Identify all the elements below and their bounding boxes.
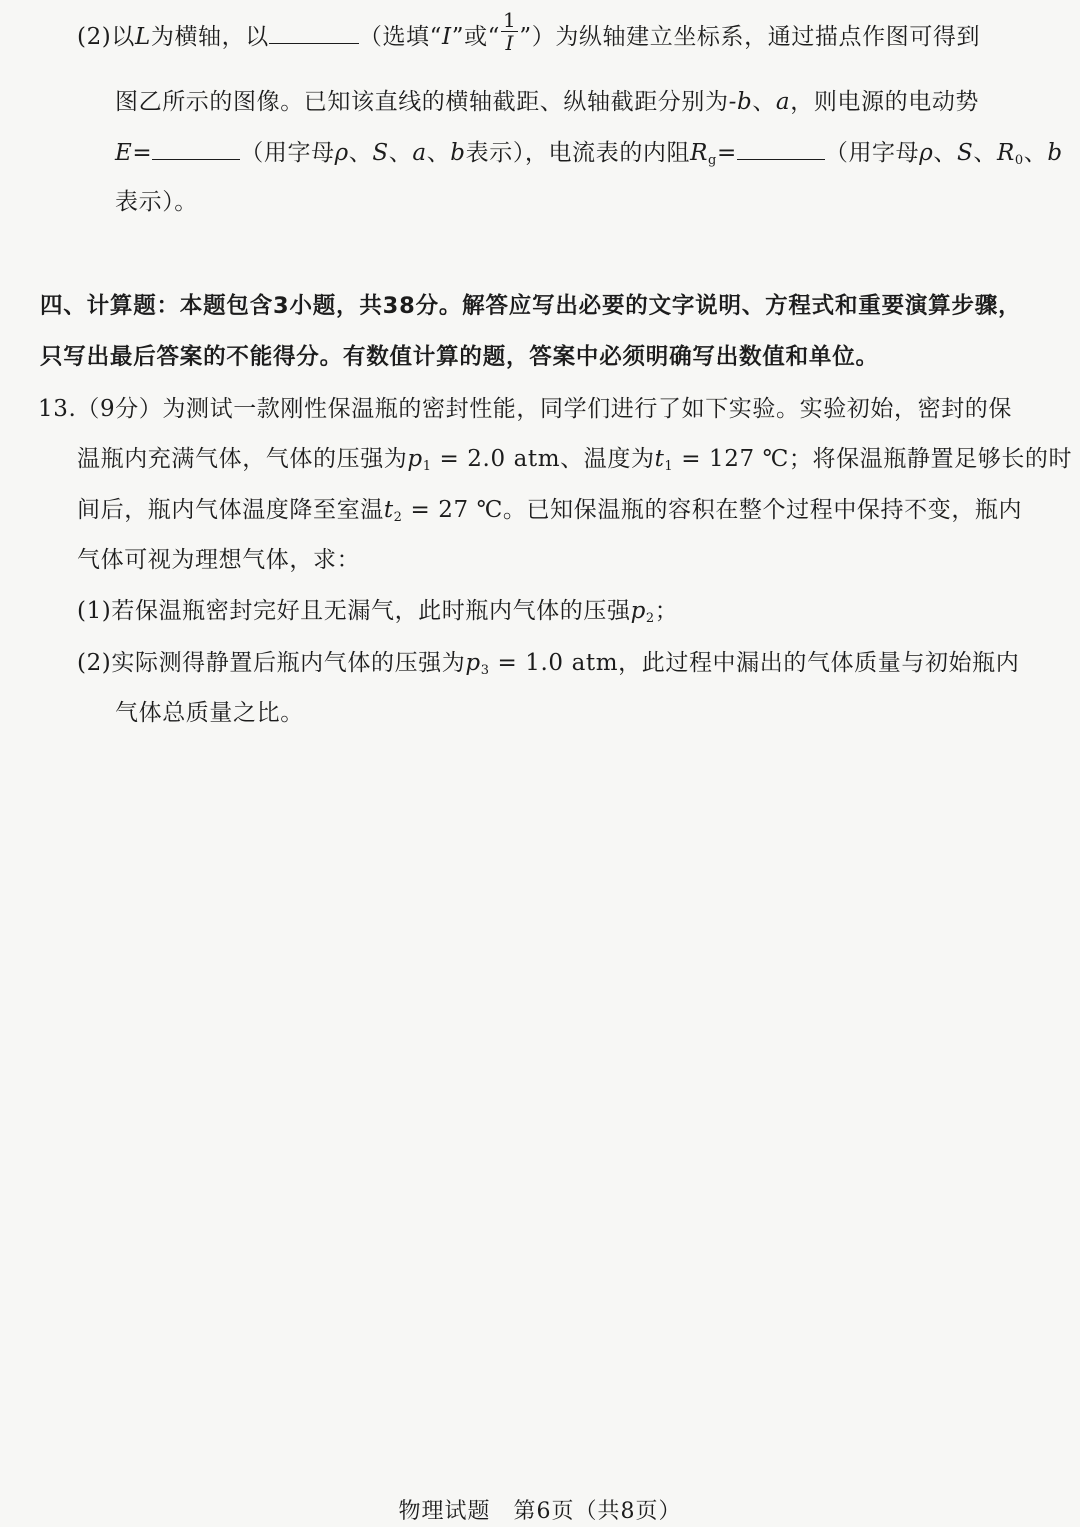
q13-subquestion-2 (77, 648, 1019, 678)
q13-line4: 气体可视为理想气体，求： (77, 547, 361, 573)
fraction-denominator: I (505, 30, 514, 55)
subscript-2: 2 (393, 510, 403, 525)
separator: 、 (388, 140, 413, 166)
variable-S: S (372, 140, 389, 166)
section4-instructions-line1: 四、计算题：本题包含3小题，共38分。解答应写出必要的文字说明、方程式和重要演算步骤， (40, 293, 1022, 319)
q13-subquestion-2-line2: 气体总质量之比。 (115, 700, 304, 726)
text-run: ； (654, 598, 679, 624)
subscript-1: 1 (664, 459, 674, 474)
q13-line2 (77, 444, 1072, 474)
variable-L: L (134, 24, 151, 50)
subscript-g: g (708, 153, 717, 168)
q13-line1: 13.（9分）为测试一款刚性保温瓶的密封性能，同学们进行了如下实验。实验初始，密封的保 (38, 396, 1013, 422)
variable-R0: R (996, 140, 1015, 166)
variable-neg-b: -b (728, 89, 753, 115)
variable-p: p (407, 446, 423, 472)
text-run: (2)以 (77, 24, 135, 50)
variable-b: b (1047, 140, 1063, 166)
q12-part2-line1 (77, 7, 981, 55)
variable-p: p (630, 598, 646, 624)
variable-t: t (383, 497, 394, 523)
separator: 、 (933, 140, 957, 166)
variable-S: S (956, 140, 974, 166)
text-run: 间后，瓶内气体温度降至室温 (77, 497, 384, 523)
variable-a: a (412, 140, 427, 166)
variable-rho: ρ (919, 140, 934, 166)
text-run: ，则电源的电动势 (790, 89, 980, 115)
separator: 、 (1023, 140, 1048, 166)
variable-I: I (442, 24, 452, 50)
text-run: ”或“ (451, 24, 501, 50)
text-run: ”）为纵轴建立坐标系，通过描点作图可得到 (519, 24, 981, 50)
text-run: 为横轴，以 (150, 24, 269, 50)
fraction-one-over-I (501, 7, 518, 55)
q12-part2-line3 (115, 137, 1063, 168)
text-run: = 127 ℃；将保温瓶静置足够长的时 (673, 446, 1073, 472)
text-run: 表示），电流表的内阻 (465, 140, 691, 166)
q12-part2-line4 (115, 187, 198, 217)
subscript-0: 0 (1014, 153, 1024, 168)
q13-subquestion-1 (77, 596, 678, 626)
variable-t: t (654, 446, 665, 472)
text-run: (2)实际测得静置后瓶内气体的压强为 (77, 650, 466, 676)
separator: 、 (426, 140, 451, 166)
separator: 、 (973, 140, 997, 166)
text-run: （用字母 (824, 140, 920, 166)
answer-blank-emf[interactable] (152, 137, 240, 160)
text-run: 图乙所示的图像。已知该直线的横轴截距、纵轴截距分别为 (115, 89, 729, 115)
text-run: 表示）。 (115, 189, 198, 215)
variable-p: p (465, 650, 481, 676)
text-run: = (716, 140, 737, 166)
q13-line3 (77, 495, 1022, 525)
text-run: = 27 ℃。已知保温瓶的容积在整个过程中保持不变，瓶内 (402, 497, 1023, 523)
variable-a: a (775, 89, 791, 115)
subscript-2: 2 (645, 611, 655, 626)
text-run: 、 (752, 89, 776, 115)
variable-b: b (450, 140, 466, 166)
text-run: = 2.0 atm、温度为 (431, 446, 655, 472)
variable-rho: ρ (334, 140, 349, 166)
fraction-numerator: 1 (503, 7, 517, 32)
text-run: （用字母 (240, 140, 335, 166)
subscript-3: 3 (480, 663, 490, 678)
answer-blank-resistance[interactable] (737, 137, 825, 160)
separator: 、 (348, 140, 373, 166)
variable-Rg: R (690, 140, 709, 166)
subscript-1: 1 (422, 459, 432, 474)
q12-part2-line2 (115, 87, 979, 117)
answer-blank-axis[interactable] (269, 21, 359, 44)
section4-instructions-line2: 只写出最后答案的不能得分。有数值计算的题，答案中必须明确写出数值和单位。 (40, 344, 879, 370)
variable-E: E= (115, 140, 153, 166)
text-run: (1)若保温瓶密封完好且无漏气，此时瓶内气体的压强 (77, 598, 631, 624)
page-footer: 物理试题 第6页（共8页） (398, 1499, 682, 1524)
text-run: = 1.0 atm，此过程中漏出的气体质量与初始瓶内 (489, 650, 1020, 676)
text-run: （选填“ (358, 24, 443, 50)
text-run: 温瓶内充满气体，气体的压强为 (77, 446, 408, 472)
